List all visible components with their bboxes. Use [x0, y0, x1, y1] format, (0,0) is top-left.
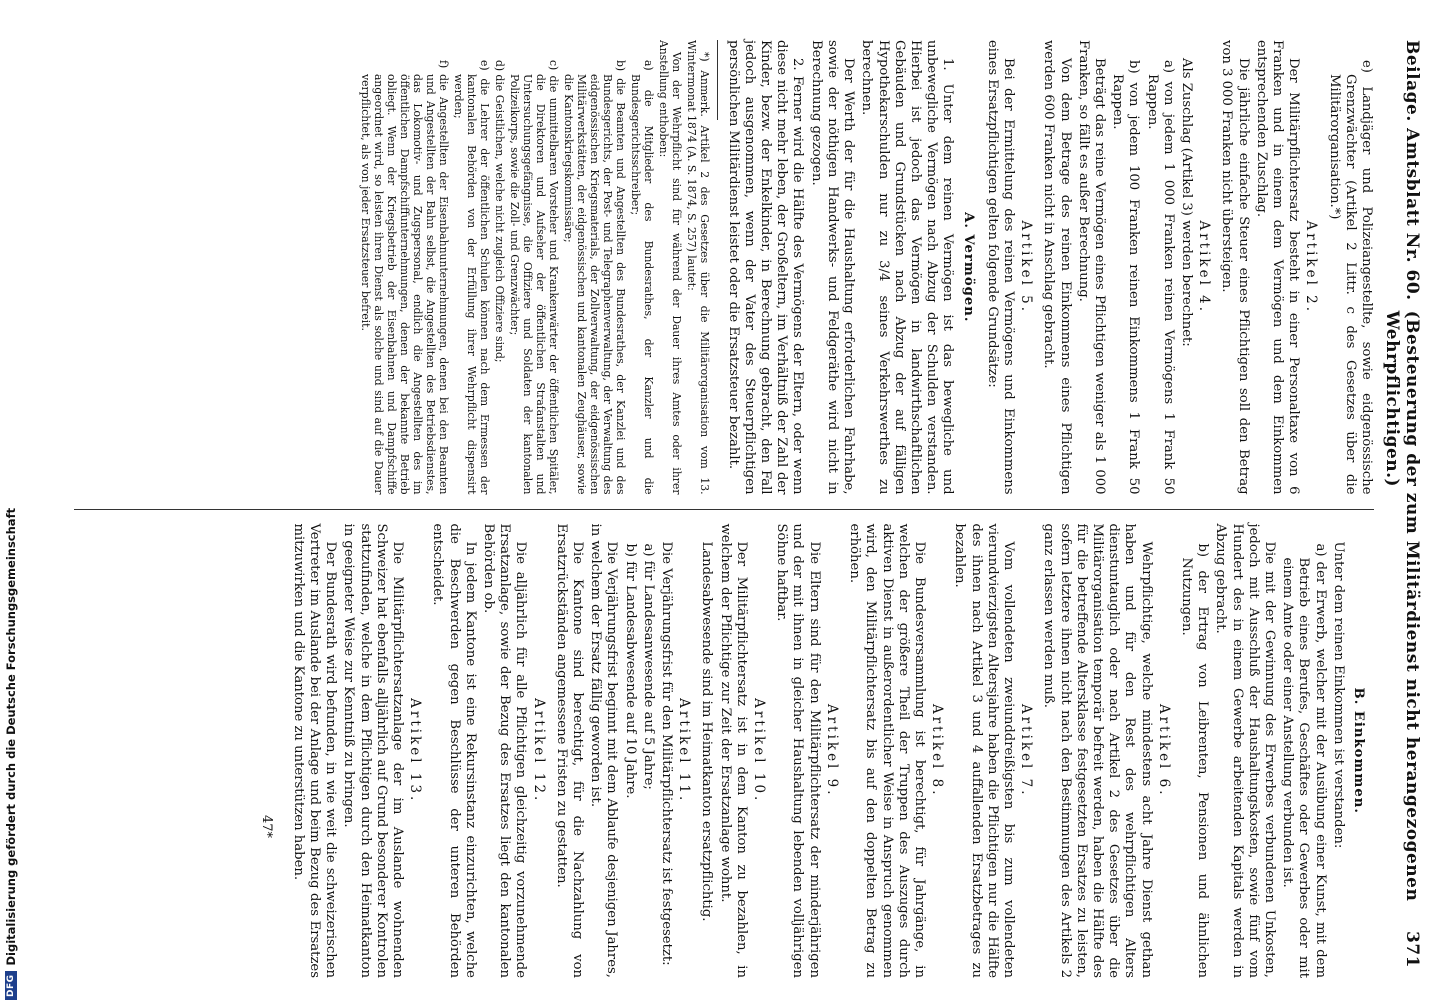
paragraph: Die Eltern sind für den Militärpflichtersatz der minderjährigen und der mit ihnen in gleicher Haushaltung lebenden volljährigen Söhne haftbar.: [774, 523, 822, 978]
list-item: a) die Mitglieder des Bundesrathes, der Kanzler und die Bundesgerichtsschreiber;: [629, 60, 656, 495]
paragraph: Die Verjährungsfrist beginnt mit dem Ablaufe desjenigen Jahres, in welchem der Ersatz fällig geworden ist.: [588, 523, 620, 978]
paragraph: 1. Unter dem reinen Vermögen ist das bewegliche und unbewegliche Vermögen nach Abzug der Schulden verstanden. Hierbei ist jedoch das Vermögen in landwirthschaftlichen Gebäuden und Grundstücken nach Abzug der auf fälligen Hypothekarschulden nur zu 3/4 seines Verkehrswerthes zu berechnen.: [859, 40, 956, 495]
article-heading: Artikel 13.: [407, 698, 424, 804]
list-item: a) der Erwerb, welcher mit der Ausübung einer Kunst, mit dem Betrieb eines Berufes, Geschäftes oder Gewerbes oder mit einem Amte oder einer Anstellung verbunden ist.: [1280, 543, 1328, 978]
paragraph: Die Bundesversammlung ist berechtigt, für Jahrgänge, in welchen der größere Theil der Truppen des Auszuges durch aktiven Dienst in außerordentlicher Weise in Anspruch genommen wird, den Militärpflichtersatz bis auf den doppelten Betrag zu erhöhen.: [847, 523, 927, 978]
article-heading: Artikel 12.: [530, 698, 547, 804]
paragraph: Die alljährlich für alle Pflichtigen gleichzeitig vorzunehmende Ersatzanlage, sowie der Bezug des Ersatzes liegt den kantonalen Behörden ob.: [481, 523, 529, 978]
list-item: f) die Angestellten der Eisenbahnunternehmungen, denen bei den Beamten und Angestellten der Bahn selbst, die Angestellten des Betriebsdienstes, das Lokomotiv- und Zugspersonal, endlich die Angestellten des im öffentlichen Dampfschiffunternehmungen, denen der bekannte Betrieb obliegt. Wenn der Kriegsbetrieb der Eisenbahnen und Dampfschiffe angeordnet wird, so leisten ihren Dienst als solche und sind auf die Dauer verpflichtet, als von jeder Ersatzsteuer befreit.: [359, 60, 451, 495]
paragraph: Beträgt das reine Vermögen eines Pflichtigen weniger als 1 000 Franken, so fällt es außer Berechnung.: [1075, 40, 1107, 495]
paragraph: Die Militärpflichtersatzanlage der im Auslande wohnenden Schweizer hat ebenfalls alljährlich auf Grund besonderer Kontrolen stattzufinden, welche in dem Pflichtigen durch den Heimatkanton in geeigneter Weise zur Kenntniß zu bringen.: [341, 523, 406, 978]
article-heading: Artikel 5.: [1018, 220, 1035, 315]
right-column: [74, 509, 1374, 978]
footnote: [359, 40, 711, 495]
paragraph: Von dem Betrage des reinen Einkommens eines Pflichtigen werden 600 Franken nicht in Anschlag gebracht.: [1041, 40, 1073, 495]
list-item: a) von jedem 1 000 Franken reinen Vermögens 1 Frank 50 Rappen.: [1144, 60, 1176, 495]
list: [621, 523, 655, 978]
article-heading: Artikel 4.: [1196, 220, 1213, 315]
article-heading: Artikel 8.: [929, 703, 946, 798]
digitization-credit: [2, 508, 20, 1000]
paragraph: 2. Ferner wird die Hälfte des Vermögens der Eltern, oder wenn diese nicht mehr leben, der Großeltern, im Verhältniß der Zahl der Kinder, bezw. der Enkelkinder, in Berechnung gebracht, den Fall jedoch ausgenommen, wenn der Vater des Steuerpflichtigen persönlichen Militärdienst leistet oder die Ersatzsteuer bezahlt.: [725, 40, 806, 495]
paragraph: Bei der Ermittelung des reinen Vermögens und Einkommens eines Ersatzpflichtigen gelten folgende Grundsätze:: [984, 40, 1016, 495]
paragraph: Die Verjährungsfrist für den Militärpflichtersatz ist festgesetzt:: [659, 541, 675, 966]
article-heading: Artikel 9.: [823, 703, 840, 798]
paragraph: Vom vollendeten zweiunddreißigsten bis zum vollendeten vierundvierzigsten Altersjahre haben die Pflichtigen nur die Hälfte des ihnen nach Artikel 3 und 4 auffallenden Ersatzbetrages zu bezahlen.: [952, 523, 1016, 978]
footnote-paragraph: Von der Wehrpflicht sind für während der Dauer ihres Amtes oder ihrer Anstellung enthoben:: [657, 40, 684, 495]
paragraph: Wehrpflichtige, welche mindestens acht Jahre Dienst gethan haben und für den Rest des wehrpflichtigen Alters dienstuntauglich oder nach Artikel 2 des Gesetzes über die Militärorganisation temporär befreit werden, haben die Hälfte des für die betreffende Altersklasse festgesetzten Ersatzes zu leisten, sofern letztere ihnen nicht nach den Bestimmungen des Artikels 2 ganz erlassen werden muß.: [1041, 523, 1154, 978]
list-item: d) die Geistlichen, welche nicht zugleich Offiziere sind;: [493, 60, 507, 363]
section-heading: B. Einkommen.: [1351, 687, 1366, 814]
article-heading: Artikel 2.: [1303, 220, 1320, 315]
paragraph: In jedem Kantone ist eine Rekursinstanz einzurichten, welche die Beschwerden gegen Beschlüsse der unteren Behörden entscheidet.: [430, 523, 478, 978]
list-item: b) der Ertrag von Leibrenten, Pensionen und ähnlichen Nutzungen.: [1178, 543, 1211, 978]
header-left: Beilage. Amtsblatt Nr. 60.: [1402, 40, 1422, 301]
paragraph: Unter dem reinen Einkommen ist verstanden:: [1330, 541, 1346, 849]
list: [1109, 40, 1176, 495]
left-column: [74, 40, 1374, 509]
dfg-logo-icon: DFG: [5, 971, 17, 1000]
footnote-intro: *) Anmerk. Artikel 2 des Gesetzes über die Militärorganisation vom 13. Wintermonat 1874 (A. S. 1874, S. 257) lautet:: [685, 40, 712, 495]
list: [1178, 523, 1210, 978]
paragraph: Der Bundesrath wird befunden, in wie weit die schweizerischen Vertreter im Auslande bei der Anlage und beim Bezug des Ersatzes mitzuwirken und die Kantone zu unterstützen haben.: [290, 523, 339, 978]
paragraph: Die mit der Gewinnung des Erwerbes verbundenen Unkosten, jedoch mit Ausschluß der Haushaltungskosten, sowie fünf vom Hundert des in einem Gewerbe arbeitenden Kapitals werden in Abzug gebracht.: [1213, 523, 1277, 978]
footnote-rule: [717, 40, 718, 120]
section-heading: A. Vermögen.: [960, 212, 976, 323]
text-columns: [74, 40, 1374, 978]
article-heading: Artikel 6.: [1155, 703, 1172, 798]
folio-mark: 47*: [258, 814, 274, 838]
article-heading: Artikel 7.: [1018, 703, 1035, 798]
list-item: c) die unmittelbaren Vorsteher und Krankenwärter der öffentlichen Spitäler, die Direktoren und Aufseher der öffentlichen Strafanstalten und Untersuchungsgefängnisse, die Offiziere und Soldaten der kantonalen Polizeikorps, sowie die Zoll- und Grenzwächter;: [508, 60, 561, 495]
list-item: e) die Lehrer der öffentlichen Schulen können nach dem Ermessen der kantonalen Behörden von der Erfüllung ihrer Wehrpflicht dispensirt werden;: [452, 60, 492, 495]
paragraph: Die Kantone sind berechtigt, für die Nachzahlung von Ersatzrückständen angemessene Fristen zu gestatten.: [553, 523, 586, 978]
list: [1279, 523, 1328, 978]
paragraph: Der Militärpflichtersatz ist in dem Kanton zu bezahlen, in welchem der Pflichtige zur Zeit der Ersatzanlage wohnt.: [717, 523, 749, 978]
paragraph: Als Zuschlag (Artikel 3) werden berechnet:: [1178, 58, 1194, 347]
list-item: [1325, 40, 1374, 495]
paragraph: Landesabwesende sind im Heimatkanton ersatzpflichtig.: [699, 541, 715, 922]
paragraph: Die jährliche einfache Steuer eines Pflichtigen soll den Betrag von 3 000 Franken nicht übersteigen.: [1219, 40, 1251, 495]
paragraph: Der Werth der für die Haushaltung erforderlichen Fahrhabe, sowie der nöthigen Handwerks- und Feldgeräthe wird nicht in Berechnung gezogen.: [808, 40, 857, 495]
article-heading: Artikel 11.: [676, 698, 693, 804]
credit-text: Digitalisierung gefördert durch die Deutsche Forschungsgemeinschaft: [4, 507, 18, 966]
list-item: b) von jedem 100 Franken reinen Einkommens 1 Frank 50 Rappen.: [1110, 60, 1142, 495]
header-title: (Besteuerung der zum Militärdienst nicht herangezogenen Wehrpflichtigen.): [1382, 310, 1422, 902]
list-item: b) die Beamten und Angestellten des Bundesrathes, der Kanzlei und des Bundesgerichts, der Post- und Telegraphenverwaltung, der Verwaltung des eidgenössischen Kriegsmaterials, der Zollverwaltung, der eidgenössischen Militärwerkstätten, der eidgenössischen und kantonalen Zeughäuser, sowie die Kantonskriegskommissäre;: [562, 60, 628, 495]
footnote-list: [359, 40, 655, 495]
paragraph: Der Militärpflichtersatz besteht in einer Personaltaxe von 6 Franken und in einem dem Vermögen und dem Einkommen entsprechenden Zuschlag.: [1253, 40, 1302, 495]
list-item: a) für Landesanwesende auf 5 Jahre;: [640, 543, 656, 790]
article-heading: Artikel 10.: [751, 698, 768, 804]
list-item: b) für Landesabwesende auf 10 Jahre.: [622, 543, 638, 799]
item-e: e) Landjäger und Polizeiangestellte, sowie eidgenössische Grenzwächter (Artikel 2 Littr. c des Gesetzes über die Militärorganisation.*): [1326, 60, 1374, 495]
page-header: [1382, 40, 1422, 978]
page-number: 371: [1402, 931, 1422, 968]
